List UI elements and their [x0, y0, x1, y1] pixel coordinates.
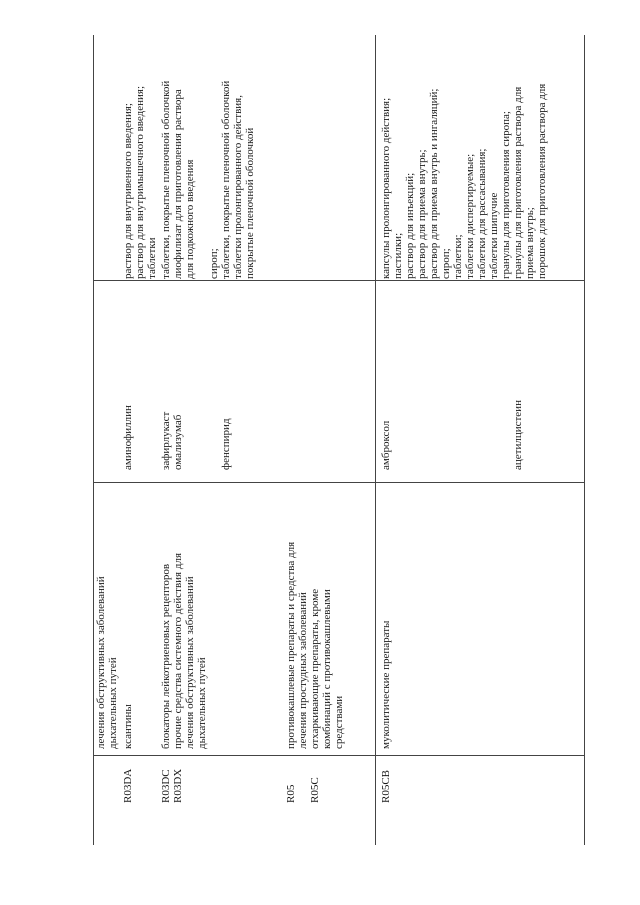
table-cell-forms: таблетки, покрытые пленочной оболочкой лиофилизат для приготовления раствора для подкожного введения сироп; таблетки, покрытые пленочной оболочкой таблетки пролонгированного действия, покрытые пленочной оболочкой — [160, 80, 256, 279]
table-cell-substance: амброксол ацетилцистеин — [380, 400, 524, 470]
column-divider-code-group — [93, 755, 585, 756]
table-cell-code: R05 R05C — [285, 777, 321, 803]
column-divider-group-substance — [93, 482, 585, 483]
table-cell-forms: капсулы пролонгированного действия; пастилки; раствор для инъекций; раствор для приема внутрь; раствор для приема внутрь и ингаляций; сироп; таблетки; таблетки диспергируемые; таблетки для рассасывания; таблетки шипучие гранулы для приготовления сиропа; гранулы для приготовления раствора для приема внутрь; порошок для приготовления раствора для — [380, 83, 548, 279]
table-top-border — [93, 35, 94, 845]
table-cell-forms: раствор для внутривенного введения; раствор для внутримышечного введения; таблетки — [122, 85, 158, 279]
rotated-table — [93, 35, 585, 845]
table-cell-group: ксантины — [122, 704, 134, 749]
table-cell-group: муколитические препараты — [380, 620, 392, 749]
table-cell-group: блокаторы лейкотриеновых рецепторов прочие средства системного действия для лечения обструктивных заболеваний дыхательных путей — [160, 552, 208, 749]
table-cell-code: R05CB — [380, 769, 392, 803]
table-cell-code: R03DC R03DX — [160, 768, 184, 803]
table-cell-substance: аминофиллин — [122, 405, 134, 470]
table-cell-group: лечения обструктивных заболеваний дыхательных путей — [95, 576, 119, 749]
table-cell-code: R03DA — [122, 768, 134, 803]
table-bottom-border — [584, 35, 585, 845]
table-cell-group: противокашлевые препараты и средства для лечения простудных заболеваний отхаркивающие препараты, кроме комбинаций с противокашлевыми средствами — [285, 541, 345, 749]
row-divider — [375, 35, 376, 845]
table-cell-substance: зафирлукаст омализумаб фенспирид — [160, 411, 232, 470]
column-divider-substance-forms — [93, 280, 585, 281]
